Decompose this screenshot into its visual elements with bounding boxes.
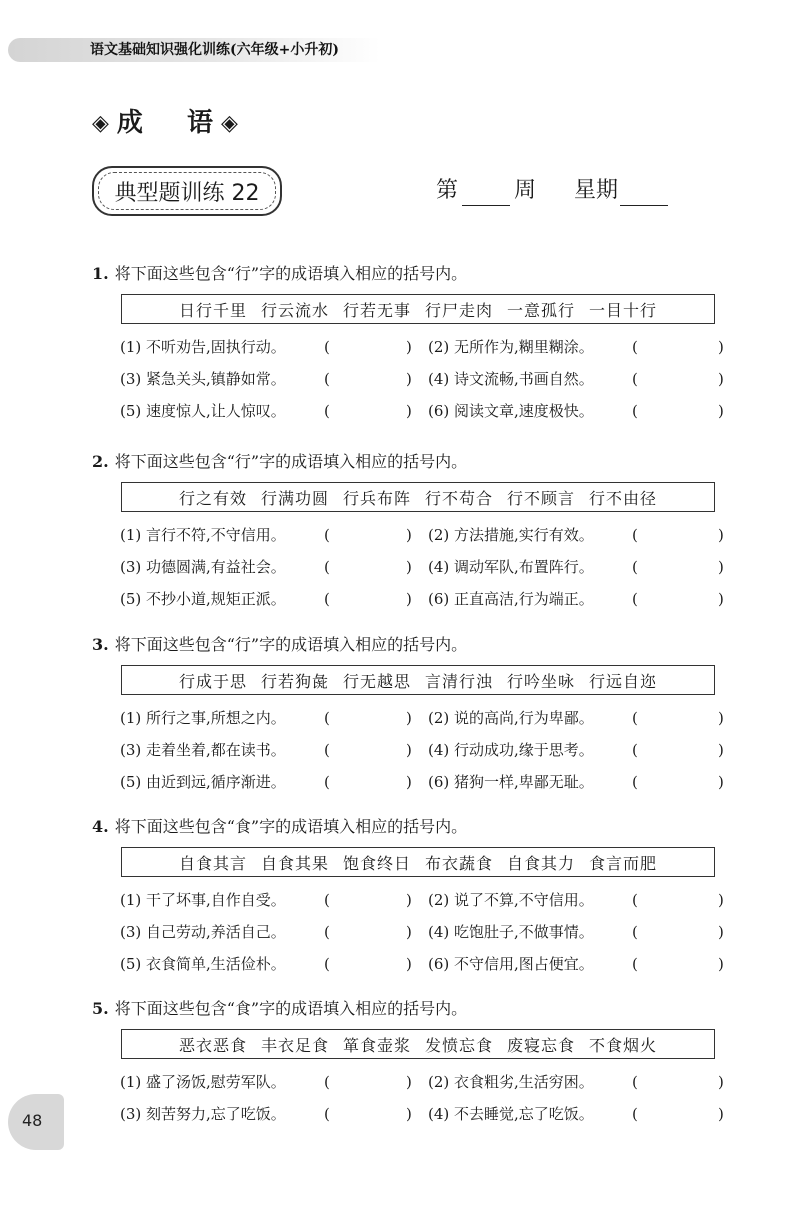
item-row	[92, 398, 732, 424]
training-label: 典型题训练 22	[114, 180, 260, 206]
item-text: (3) 紧急关头,镇静如常。	[120, 370, 286, 388]
answer-blank-close: )	[406, 1105, 412, 1123]
answer-blank-open[interactable]: (	[324, 370, 330, 388]
answer-blank-close: )	[718, 590, 724, 608]
weekday-blank[interactable]	[620, 179, 668, 206]
item-text: (5) 速度惊人,让人惊叹。	[120, 402, 286, 420]
question-text: 将下面这些包含“食”字的成语填入相应的括号内。	[114, 817, 468, 836]
idiom-word: 食言而肥	[589, 853, 658, 873]
item-list	[92, 705, 732, 795]
item-row	[92, 951, 732, 977]
fill-item	[428, 586, 728, 612]
fill-item	[428, 522, 728, 548]
item-list	[92, 334, 732, 424]
idiom-word: 行不由径	[589, 488, 658, 508]
answer-blank-close: )	[718, 1073, 724, 1091]
idiom-word: 饱食终日	[342, 853, 411, 873]
answer-blank-open[interactable]: (	[324, 1073, 330, 1091]
idiom-word: 行之有效	[178, 488, 247, 508]
answer-blank-open[interactable]: (	[324, 526, 330, 544]
fill-item	[120, 554, 412, 580]
idiom-word: 行吟坐咏	[507, 671, 576, 691]
item-text: (3) 功德圆满,有益社会。	[120, 558, 286, 576]
idiom-word: 不食烟火	[589, 1035, 658, 1055]
idiom-word: 行满功圆	[260, 488, 329, 508]
answer-blank-open[interactable]: (	[324, 923, 330, 941]
answer-blank-open[interactable]: (	[324, 338, 330, 356]
item-text: (6) 不守信用,图占便宜。	[428, 955, 594, 973]
idiom-word-box	[121, 482, 715, 512]
fill-item	[120, 705, 412, 731]
item-text: (2) 无所作为,糊里糊涂。	[428, 338, 594, 356]
idiom-word: 丰衣足食	[260, 1035, 329, 1055]
answer-blank-close: )	[718, 741, 724, 759]
item-text: (1) 不听劝告,固执行动。	[120, 338, 286, 356]
idiom-word: 行无越思	[342, 671, 411, 691]
question-prompt	[92, 450, 732, 474]
week-zhou: 周	[514, 178, 537, 203]
answer-blank-close: )	[406, 526, 412, 544]
idiom-word: 自食其言	[178, 853, 247, 873]
answer-blank-open[interactable]: (	[324, 891, 330, 909]
item-text: (3) 走着坐着,都在读书。	[120, 741, 286, 759]
idiom-word: 行尸走肉	[425, 300, 494, 320]
idiom-word: 日行千里	[178, 300, 247, 320]
item-row	[92, 334, 732, 360]
item-row	[92, 919, 732, 945]
answer-blank-open[interactable]: (	[632, 773, 638, 791]
answer-blank-close: )	[406, 402, 412, 420]
answer-blank-open[interactable]: (	[324, 1105, 330, 1123]
question-block	[92, 633, 732, 801]
fill-item	[428, 919, 728, 945]
idiom-word: 言清行浊	[425, 671, 494, 691]
fill-item	[428, 737, 728, 763]
question-block	[92, 450, 732, 618]
answer-blank-close: )	[718, 891, 724, 909]
item-text: (1) 盛了汤饭,慰劳军队。	[120, 1073, 286, 1091]
item-text: (4) 行动成功,缘于思考。	[428, 741, 594, 759]
fill-item	[428, 554, 728, 580]
week-fill-line	[436, 176, 668, 206]
question-prompt	[92, 633, 732, 657]
answer-blank-close: )	[718, 370, 724, 388]
item-text: (2) 方法措施,实行有效。	[428, 526, 594, 544]
question-number: 1.	[92, 264, 109, 283]
fill-item	[428, 887, 728, 913]
fill-item	[428, 769, 728, 795]
idiom-word: 布衣蔬食	[425, 853, 494, 873]
answer-blank-close: )	[718, 338, 724, 356]
item-text: (5) 不抄小道,规矩正派。	[120, 590, 286, 608]
question-text: 将下面这些包含“食”字的成语填入相应的括号内。	[114, 999, 468, 1018]
question-number: 2.	[92, 452, 109, 471]
answer-blank-open[interactable]: (	[632, 741, 638, 759]
item-row	[92, 1101, 732, 1127]
idiom-word-box	[121, 294, 715, 324]
answer-blank-close: )	[406, 558, 412, 576]
question-prompt	[92, 815, 732, 839]
answer-blank-open[interactable]: (	[324, 709, 330, 727]
idiom-word: 箪食壶浆	[342, 1035, 411, 1055]
item-text: (2) 说了不算,不守信用。	[428, 891, 594, 909]
item-text: (6) 猪狗一样,卑鄙无耻。	[428, 773, 594, 791]
section-title-char-2: 语	[186, 108, 213, 138]
answer-blank-open[interactable]: (	[632, 338, 638, 356]
page-number: 48	[22, 1111, 43, 1130]
idiom-word: 行不顾言	[507, 488, 576, 508]
fill-item	[428, 398, 728, 424]
fill-item	[428, 951, 728, 977]
week-di: 第	[436, 178, 459, 203]
item-list	[92, 1069, 732, 1127]
answer-blank-open[interactable]: (	[632, 1105, 638, 1123]
item-text: (3) 刻苦努力,忘了吃饭。	[120, 1105, 286, 1123]
answer-blank-open[interactable]: (	[632, 1073, 638, 1091]
answer-blank-close: )	[718, 1105, 724, 1123]
idiom-word-box	[121, 847, 715, 877]
answer-blank-close: )	[718, 955, 724, 973]
fill-item	[120, 586, 412, 612]
item-text: (2) 衣食粗劣,生活穷困。	[428, 1073, 594, 1091]
answer-blank-close: )	[718, 526, 724, 544]
item-row	[92, 769, 732, 795]
question-text: 将下面这些包含“行”字的成语填入相应的括号内。	[114, 452, 468, 471]
idiom-word: 发愤忘食	[425, 1035, 494, 1055]
idiom-word: 自食其果	[260, 853, 329, 873]
answer-blank-open[interactable]: (	[632, 590, 638, 608]
fill-item	[120, 737, 412, 763]
fill-item	[120, 887, 412, 913]
question-number: 4.	[92, 817, 109, 836]
item-text: (4) 吃饱肚子,不做事情。	[428, 923, 594, 941]
idiom-word-box	[121, 665, 715, 695]
fill-item	[120, 1069, 412, 1095]
answer-blank-open[interactable]: (	[324, 773, 330, 791]
diamond-icon: ◈	[220, 110, 238, 136]
answer-blank-open[interactable]: (	[632, 402, 638, 420]
answer-blank-open[interactable]: (	[324, 741, 330, 759]
answer-blank-close: )	[406, 338, 412, 356]
item-row	[92, 554, 732, 580]
answer-blank-close: )	[406, 891, 412, 909]
answer-blank-close: )	[406, 773, 412, 791]
idiom-word: 行云流水	[260, 300, 329, 320]
idiom-word: 恶衣恶食	[178, 1035, 247, 1055]
item-row	[92, 705, 732, 731]
answer-blank-open[interactable]: (	[632, 526, 638, 544]
item-row	[92, 1069, 732, 1095]
fill-item	[428, 705, 728, 731]
idiom-word: 一目十行	[589, 300, 658, 320]
answer-blank-open[interactable]: (	[632, 709, 638, 727]
idiom-word: 行若狗彘	[260, 671, 329, 691]
item-row	[92, 522, 732, 548]
fill-item	[120, 522, 412, 548]
answer-blank-open[interactable]: (	[324, 558, 330, 576]
answer-blank-close: )	[406, 923, 412, 941]
fill-item	[428, 1069, 728, 1095]
question-text: 将下面这些包含“行”字的成语填入相应的括号内。	[114, 264, 468, 283]
book-title: 语文基础知识强化训练(六年级+小升初)	[90, 42, 339, 58]
fill-item	[120, 951, 412, 977]
question-prompt	[92, 262, 732, 286]
question-number: 3.	[92, 635, 109, 654]
item-list	[92, 522, 732, 612]
idiom-word: 行不苟合	[425, 488, 494, 508]
item-text: (5) 衣食简单,生活俭朴。	[120, 955, 286, 973]
answer-blank-open[interactable]: (	[632, 891, 638, 909]
item-row	[92, 366, 732, 392]
item-text: (2) 说的高尚,行为卑鄙。	[428, 709, 594, 727]
answer-blank-close: )	[718, 402, 724, 420]
answer-blank-close: )	[406, 370, 412, 388]
answer-blank-close: )	[406, 590, 412, 608]
fill-item	[428, 1101, 728, 1127]
diamond-icon: ◈	[92, 110, 109, 136]
item-list	[92, 887, 732, 977]
answer-blank-open[interactable]: (	[632, 923, 638, 941]
training-badge	[92, 166, 282, 216]
answer-blank-open[interactable]: (	[632, 558, 638, 576]
question-number: 5.	[92, 999, 109, 1018]
week-blank[interactable]	[462, 179, 510, 206]
item-text: (4) 诗文流畅,书画自然。	[428, 370, 594, 388]
section-title	[92, 105, 238, 141]
idiom-word: 行兵布阵	[342, 488, 411, 508]
idiom-word: 行成于思	[178, 671, 247, 691]
item-row	[92, 737, 732, 763]
section-title-char-1: 成	[116, 108, 143, 138]
answer-blank-close: )	[406, 1073, 412, 1091]
item-text: (4) 不去睡觉,忘了吃饭。	[428, 1105, 594, 1123]
item-text: (6) 阅读文章,速度极快。	[428, 402, 594, 420]
item-text: (3) 自己劳动,养活自己。	[120, 923, 286, 941]
idiom-word: 行若无事	[342, 300, 411, 320]
answer-blank-open[interactable]: (	[324, 402, 330, 420]
answer-blank-open[interactable]: (	[632, 955, 638, 973]
item-text: (1) 言行不符,不守信用。	[120, 526, 286, 544]
answer-blank-close: )	[718, 558, 724, 576]
idiom-word: 行远自迩	[589, 671, 658, 691]
item-text: (6) 正直高洁,行为端正。	[428, 590, 594, 608]
question-block	[92, 815, 732, 983]
fill-item	[428, 334, 728, 360]
fill-item	[120, 398, 412, 424]
answer-blank-open[interactable]: (	[324, 955, 330, 973]
answer-blank-open[interactable]: (	[632, 370, 638, 388]
question-text: 将下面这些包含“行”字的成语填入相应的括号内。	[114, 635, 468, 654]
answer-blank-open[interactable]: (	[324, 590, 330, 608]
idiom-word: 废寝忘食	[507, 1035, 576, 1055]
answer-blank-close: )	[406, 709, 412, 727]
item-row	[92, 586, 732, 612]
fill-item	[120, 919, 412, 945]
fill-item	[120, 769, 412, 795]
answer-blank-close: )	[406, 955, 412, 973]
idiom-word-box	[121, 1029, 715, 1059]
answer-blank-close: )	[718, 773, 724, 791]
fill-item	[120, 366, 412, 392]
fill-item	[120, 1101, 412, 1127]
fill-item	[120, 334, 412, 360]
question-block	[92, 997, 732, 1133]
weekday-label: 星期	[574, 178, 619, 203]
item-text: (4) 调动军队,布置阵行。	[428, 558, 594, 576]
item-row	[92, 887, 732, 913]
idiom-word: 一意孤行	[507, 300, 576, 320]
item-text: (1) 干了坏事,自作自受。	[120, 891, 286, 909]
answer-blank-close: )	[718, 923, 724, 941]
answer-blank-close: )	[718, 709, 724, 727]
fill-item	[428, 366, 728, 392]
answer-blank-close: )	[406, 741, 412, 759]
idiom-word: 自食其力	[507, 853, 576, 873]
question-block	[92, 262, 732, 430]
item-text: (5) 由近到远,循序渐进。	[120, 773, 286, 791]
question-prompt	[92, 997, 732, 1021]
item-text: (1) 所行之事,所想之内。	[120, 709, 286, 727]
